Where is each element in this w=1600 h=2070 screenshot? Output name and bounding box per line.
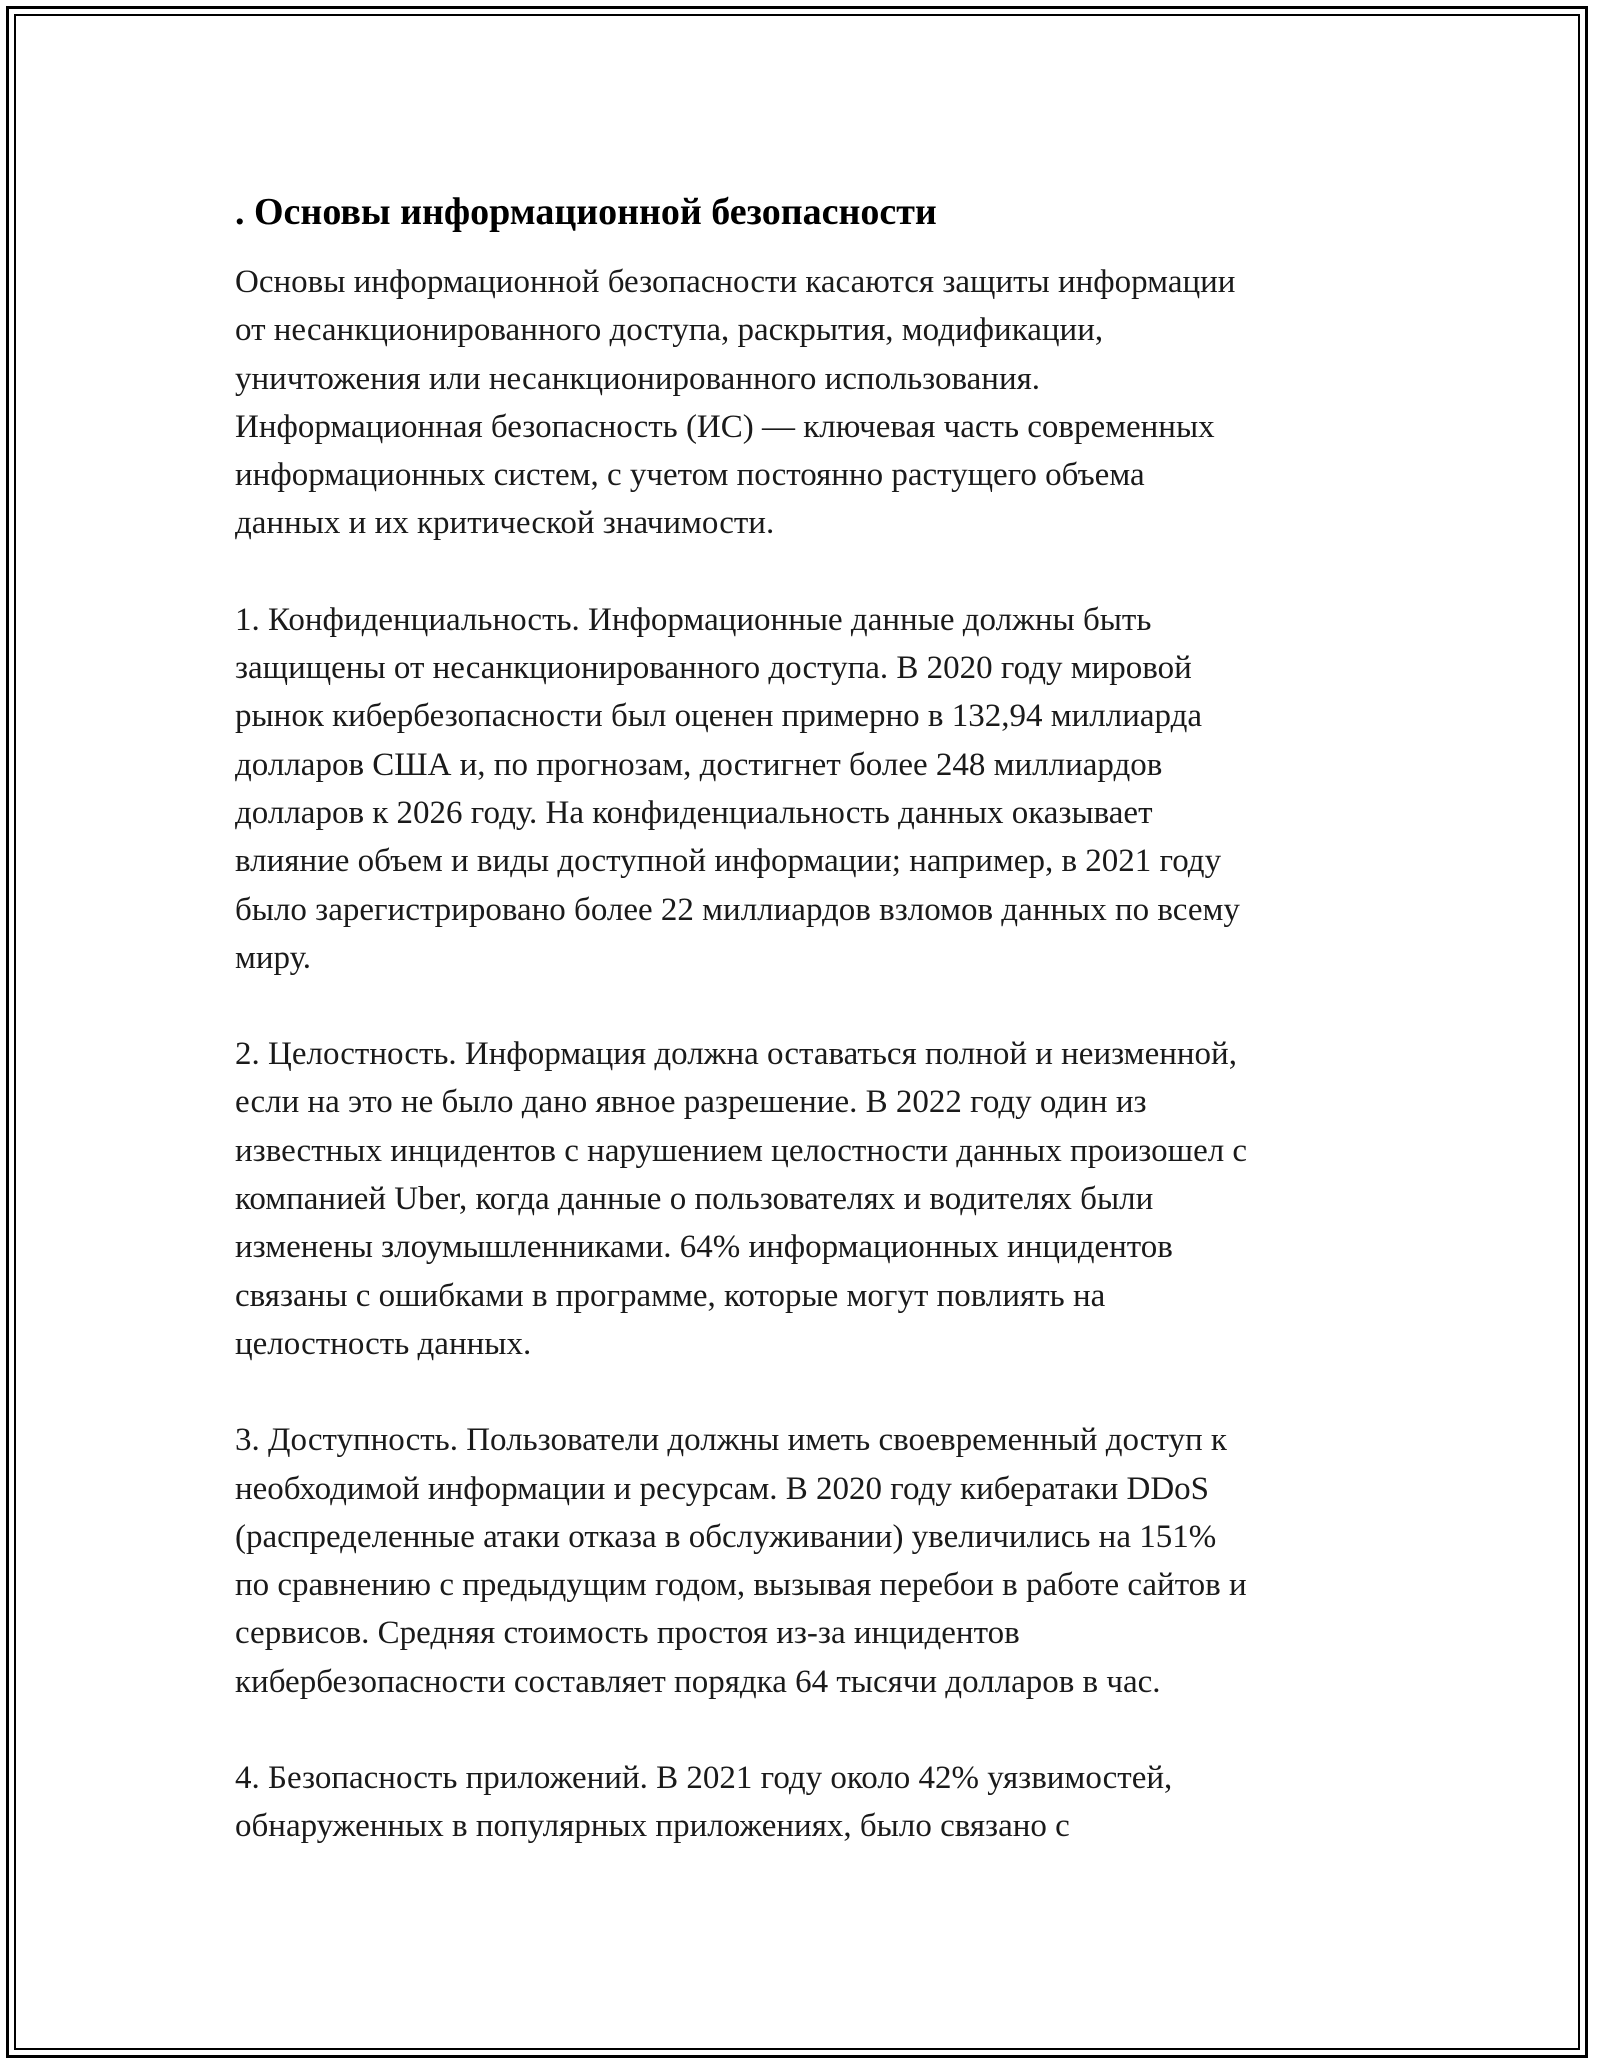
paragraph-line: влияние объем и виды доступной информации; например, в 2021 году: [235, 843, 1222, 880]
paragraph-line: Информационная безопасность (ИС) — ключевая часть современных: [235, 408, 1215, 445]
paragraph-line: данных и их критической значимости.: [235, 505, 775, 542]
paragraph: [235, 1754, 1395, 1851]
document-body: [235, 188, 1395, 1899]
paragraph-line: долларов к 2026 году. На конфиденциальность данных оказывает: [235, 794, 1153, 831]
paragraph: [235, 1416, 1395, 1706]
paragraph-line: 1. Конфиденциальность. Информационные данные должны быть: [235, 601, 1152, 638]
paragraph-line: 4. Безопасность приложений. В 2021 году около 42% уязвимостей,: [235, 1760, 1173, 1797]
paragraph-line: связаны с ошибками в программе, которые могут повлиять на: [235, 1277, 1106, 1314]
paragraph: [235, 258, 1395, 548]
paragraph-line: известных инцидентов с нарушением целостности данных произошел с: [235, 1132, 1248, 1169]
paragraph-list: [235, 258, 1395, 1851]
page-title: . Основы информационной безопасности: [235, 191, 937, 233]
paragraph-line: сервисов. Средняя стоимость простоя из-за инцидентов: [235, 1615, 1020, 1652]
paragraph-line: целостность данных.: [235, 1325, 532, 1362]
paragraph-line: кибербезопасности составляет порядка 64 тысячи долларов в час.: [235, 1663, 1161, 1700]
paragraph-line: обнаруженных в популярных приложениях, было связано с: [235, 1808, 1070, 1845]
paragraph-line: по сравнению с предыдущим годом, вызывая перебои в работе сайтов и: [235, 1567, 1247, 1604]
paragraph-line: защищены от несанкционированного доступа. В 2020 году мировой: [235, 650, 1192, 687]
paragraph-line: 3. Доступность. Пользователи должны иметь своевременный доступ к: [235, 1422, 1227, 1459]
paragraph-line: (распределенные атаки отказа в обслуживании) увеличились на 151%: [235, 1518, 1217, 1555]
paragraph: [235, 1030, 1395, 1368]
paragraph-line: изменены злоумышленниками. 64% информационных инцидентов: [235, 1229, 1173, 1266]
paragraph-line: компанией Uber, когда данные о пользователях и водителях были: [235, 1181, 1154, 1218]
paragraph-line: рынок кибербезопасности был оценен примерно в 132,94 миллиарда: [235, 698, 1203, 735]
paragraph-line: было зарегистрировано более 22 миллиардов взломов данных по всему: [235, 891, 1240, 928]
paragraph-line: необходимой информации и ресурсам. В 2020 году кибератаки DDoS: [235, 1470, 1210, 1507]
paragraph-line: Основы информационной безопасности касаются защиты информации: [235, 264, 1236, 300]
paragraph-line: уничтожения или несанкционированного использования.: [235, 360, 1041, 397]
paragraph-line: 2. Целостность. Информация должна оставаться полной и неизменной,: [235, 1036, 1237, 1073]
paragraph-line: миру.: [235, 939, 312, 976]
paragraph-line: информационных систем, с учетом постоянно растущего объема: [235, 457, 1145, 494]
paragraph-line: от несанкционированного доступа, раскрытия, модификации,: [235, 312, 1104, 349]
paragraph-line: долларов США и, по прогнозам, достигнет более 248 миллиардов: [235, 746, 1163, 783]
paragraph: [235, 596, 1395, 982]
paragraph-line: если на это не было дано явное разрешение. В 2022 году один из: [235, 1084, 1147, 1121]
